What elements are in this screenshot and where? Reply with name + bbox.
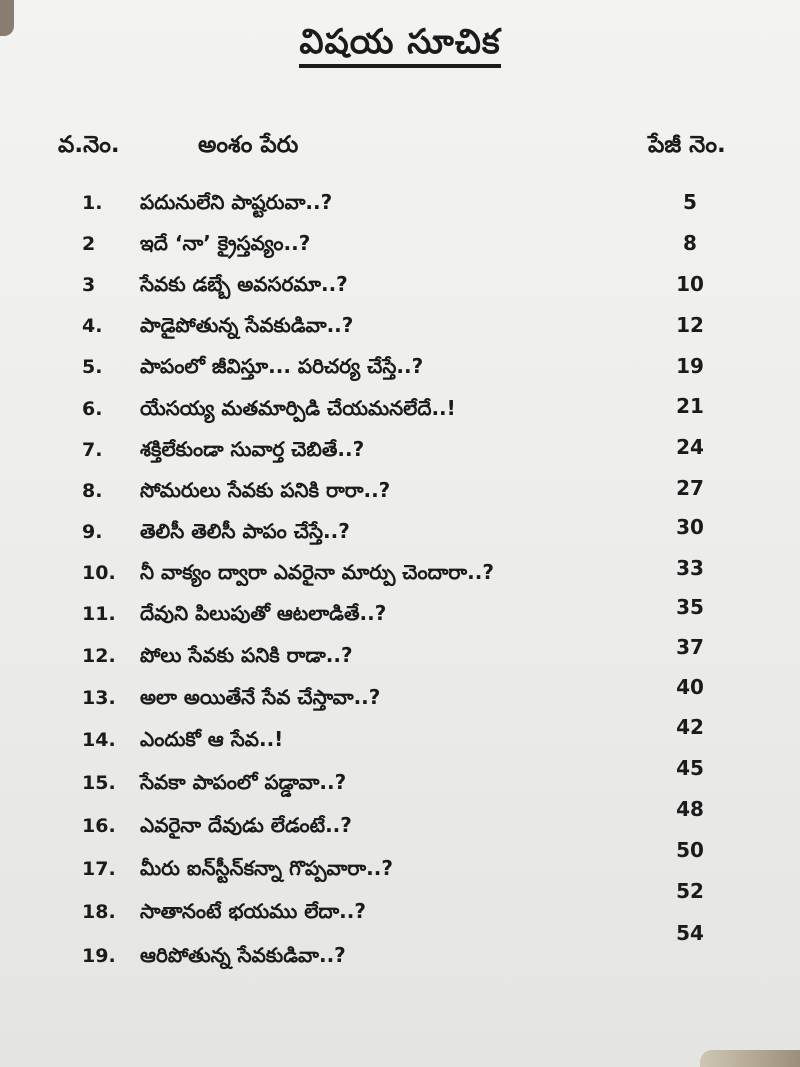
row-page: 24 [676, 435, 704, 459]
row-page: 27 [676, 476, 704, 500]
row-topic: మీరు ఐన్‌స్టీన్‌కన్నా గొప్పవారా..? [140, 856, 393, 880]
toc-row [0, 311, 800, 345]
toc-row [0, 635, 800, 675]
row-number: 13. [82, 687, 116, 709]
row-page: 33 [676, 556, 704, 580]
header-serial-number: వ.నెం. [58, 132, 120, 158]
row-page: 12 [676, 313, 704, 337]
row-topic: నీ వాక్యం ద్వారా ఎవరైనా మార్పు చెందారా..? [140, 560, 494, 584]
row-number: 2 [82, 233, 96, 255]
toc-row [0, 188, 800, 222]
row-topic: శక్తిలేకుండా సువార్త చెబితే..? [140, 437, 365, 461]
toc-row [0, 595, 800, 633]
toc-row [0, 921, 800, 975]
row-page: 19 [676, 354, 704, 378]
row-topic: పాడైపోతున్న సేవకుడివా..? [140, 313, 354, 337]
row-topic: ఎవరైనా దేవుడు లేడంటే..? [140, 813, 352, 837]
row-page: 21 [676, 394, 704, 418]
row-page: 30 [676, 515, 704, 539]
row-topic: పదునులేని పాష్టరువా..? [140, 190, 333, 214]
row-number: 19. [82, 945, 116, 967]
row-number: 5. [82, 356, 103, 378]
row-number: 18. [82, 901, 116, 923]
row-page: 40 [676, 675, 704, 699]
row-page: 35 [676, 595, 704, 619]
row-number: 6. [82, 398, 103, 420]
row-page: 45 [676, 756, 704, 780]
row-page: 5 [683, 190, 697, 214]
row-number: 17. [82, 858, 116, 880]
page-title [0, 22, 800, 70]
toc-row [0, 558, 800, 592]
row-number: 4. [82, 315, 103, 337]
row-page: 54 [676, 921, 704, 945]
row-number: 15. [82, 772, 116, 794]
row-topic: దేవుని పిలుపుతో ఆటలాడితే..? [140, 601, 387, 625]
row-topic: సేవకు డబ్బే అవసరమా..? [140, 272, 348, 296]
toc-row [0, 435, 800, 469]
row-number: 16. [82, 815, 116, 837]
row-number: 11. [82, 603, 116, 625]
toc-row [0, 476, 800, 510]
toc-row [0, 715, 800, 759]
toc-row [0, 394, 800, 428]
row-number: 10. [82, 562, 116, 584]
toc-row [0, 352, 800, 386]
row-number: 14. [82, 729, 116, 751]
row-page: 8 [683, 231, 697, 255]
row-topic: పాపంలో జీవిస్తూ... పరిచర్య చేస్తే..? [140, 354, 424, 378]
row-page: 10 [676, 272, 704, 296]
row-page: 50 [676, 838, 704, 862]
toc-row [0, 270, 800, 304]
row-number: 12. [82, 645, 116, 667]
toc-row [0, 675, 800, 717]
toc-row [0, 517, 800, 551]
toc-row [0, 229, 800, 263]
row-number: 8. [82, 480, 103, 502]
row-topic: ఆరిపోతున్న సేవకుడివా..? [140, 943, 346, 967]
row-topic: సాతానంటే భయము లేదా..? [140, 899, 366, 923]
header-topic-name: అంశం పేరు [198, 132, 299, 158]
title-text: విషయ సూచిక [299, 22, 500, 68]
row-number: 3 [82, 274, 96, 296]
row-topic: సోమరులు సేవకు పనికి రారా..? [140, 478, 391, 502]
row-topic: సేవకా పాపంలో పడ్డావా..? [140, 770, 347, 794]
row-number: 9. [82, 521, 103, 543]
row-page: 42 [676, 715, 704, 739]
row-topic: అలా అయితేనే సేవ చేస్తావా..? [140, 685, 381, 709]
row-page: 37 [676, 635, 704, 659]
row-number: 1. [82, 192, 103, 214]
row-topic: తెలిసీ తెలిసీ పాపం చేస్తే..? [140, 519, 350, 543]
page-bottom-edge [700, 1050, 800, 1067]
row-topic: యేసయ్య మతమార్పిడి చేయమనలేదే..! [140, 396, 456, 420]
row-topic: ఎందుకో ఆ సేవ..! [140, 727, 284, 751]
row-topic: ఇదే ‘నా’ క్రైస్తవ్యం..? [140, 231, 311, 255]
row-page: 48 [676, 797, 704, 821]
row-number: 7. [82, 439, 103, 461]
header-page-number: పేజీ నెం. [648, 132, 726, 158]
row-topic: పోలు సేవకు పనికి రాడా..? [140, 643, 353, 667]
row-page: 52 [676, 879, 704, 903]
